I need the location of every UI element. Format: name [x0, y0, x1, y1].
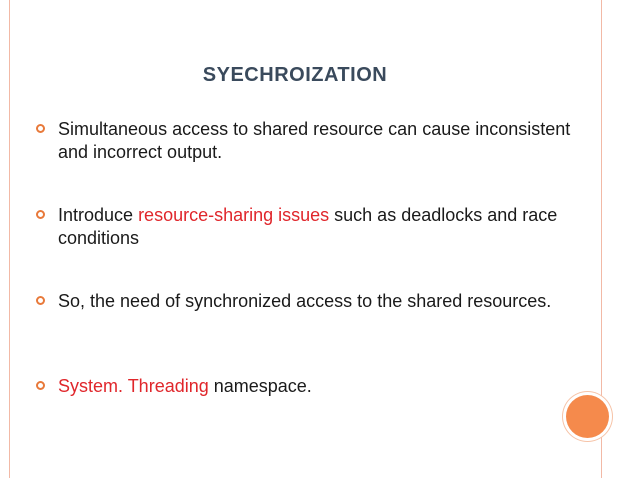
bullet-item [36, 290, 551, 313]
bullet-icon [36, 296, 45, 305]
bullet-item [36, 204, 576, 250]
slide-title: SYECHROIZATION [202, 64, 388, 86]
orange-circle-decoration-icon [566, 395, 609, 438]
bullet-text: So, the need of synchronized access to the shared resources. [58, 291, 552, 311]
bullet-item [36, 375, 312, 398]
bullet-icon [36, 381, 45, 390]
bullet-highlight: System. Threading [58, 376, 209, 396]
bullet-text-after: such as deadlocks and race conditions [58, 205, 558, 248]
bullet-icon [36, 210, 45, 219]
bullet-text-after: namespace. [208, 376, 312, 396]
bullet-highlight: resource-sharing issues [138, 205, 330, 225]
bullet-text-before: Introduce [58, 205, 139, 225]
bullet-item [36, 118, 576, 164]
bullet-text: Simultaneous access to shared resource can cause inconsistent and incorrect output. [58, 119, 571, 162]
bullet-icon [36, 124, 45, 133]
